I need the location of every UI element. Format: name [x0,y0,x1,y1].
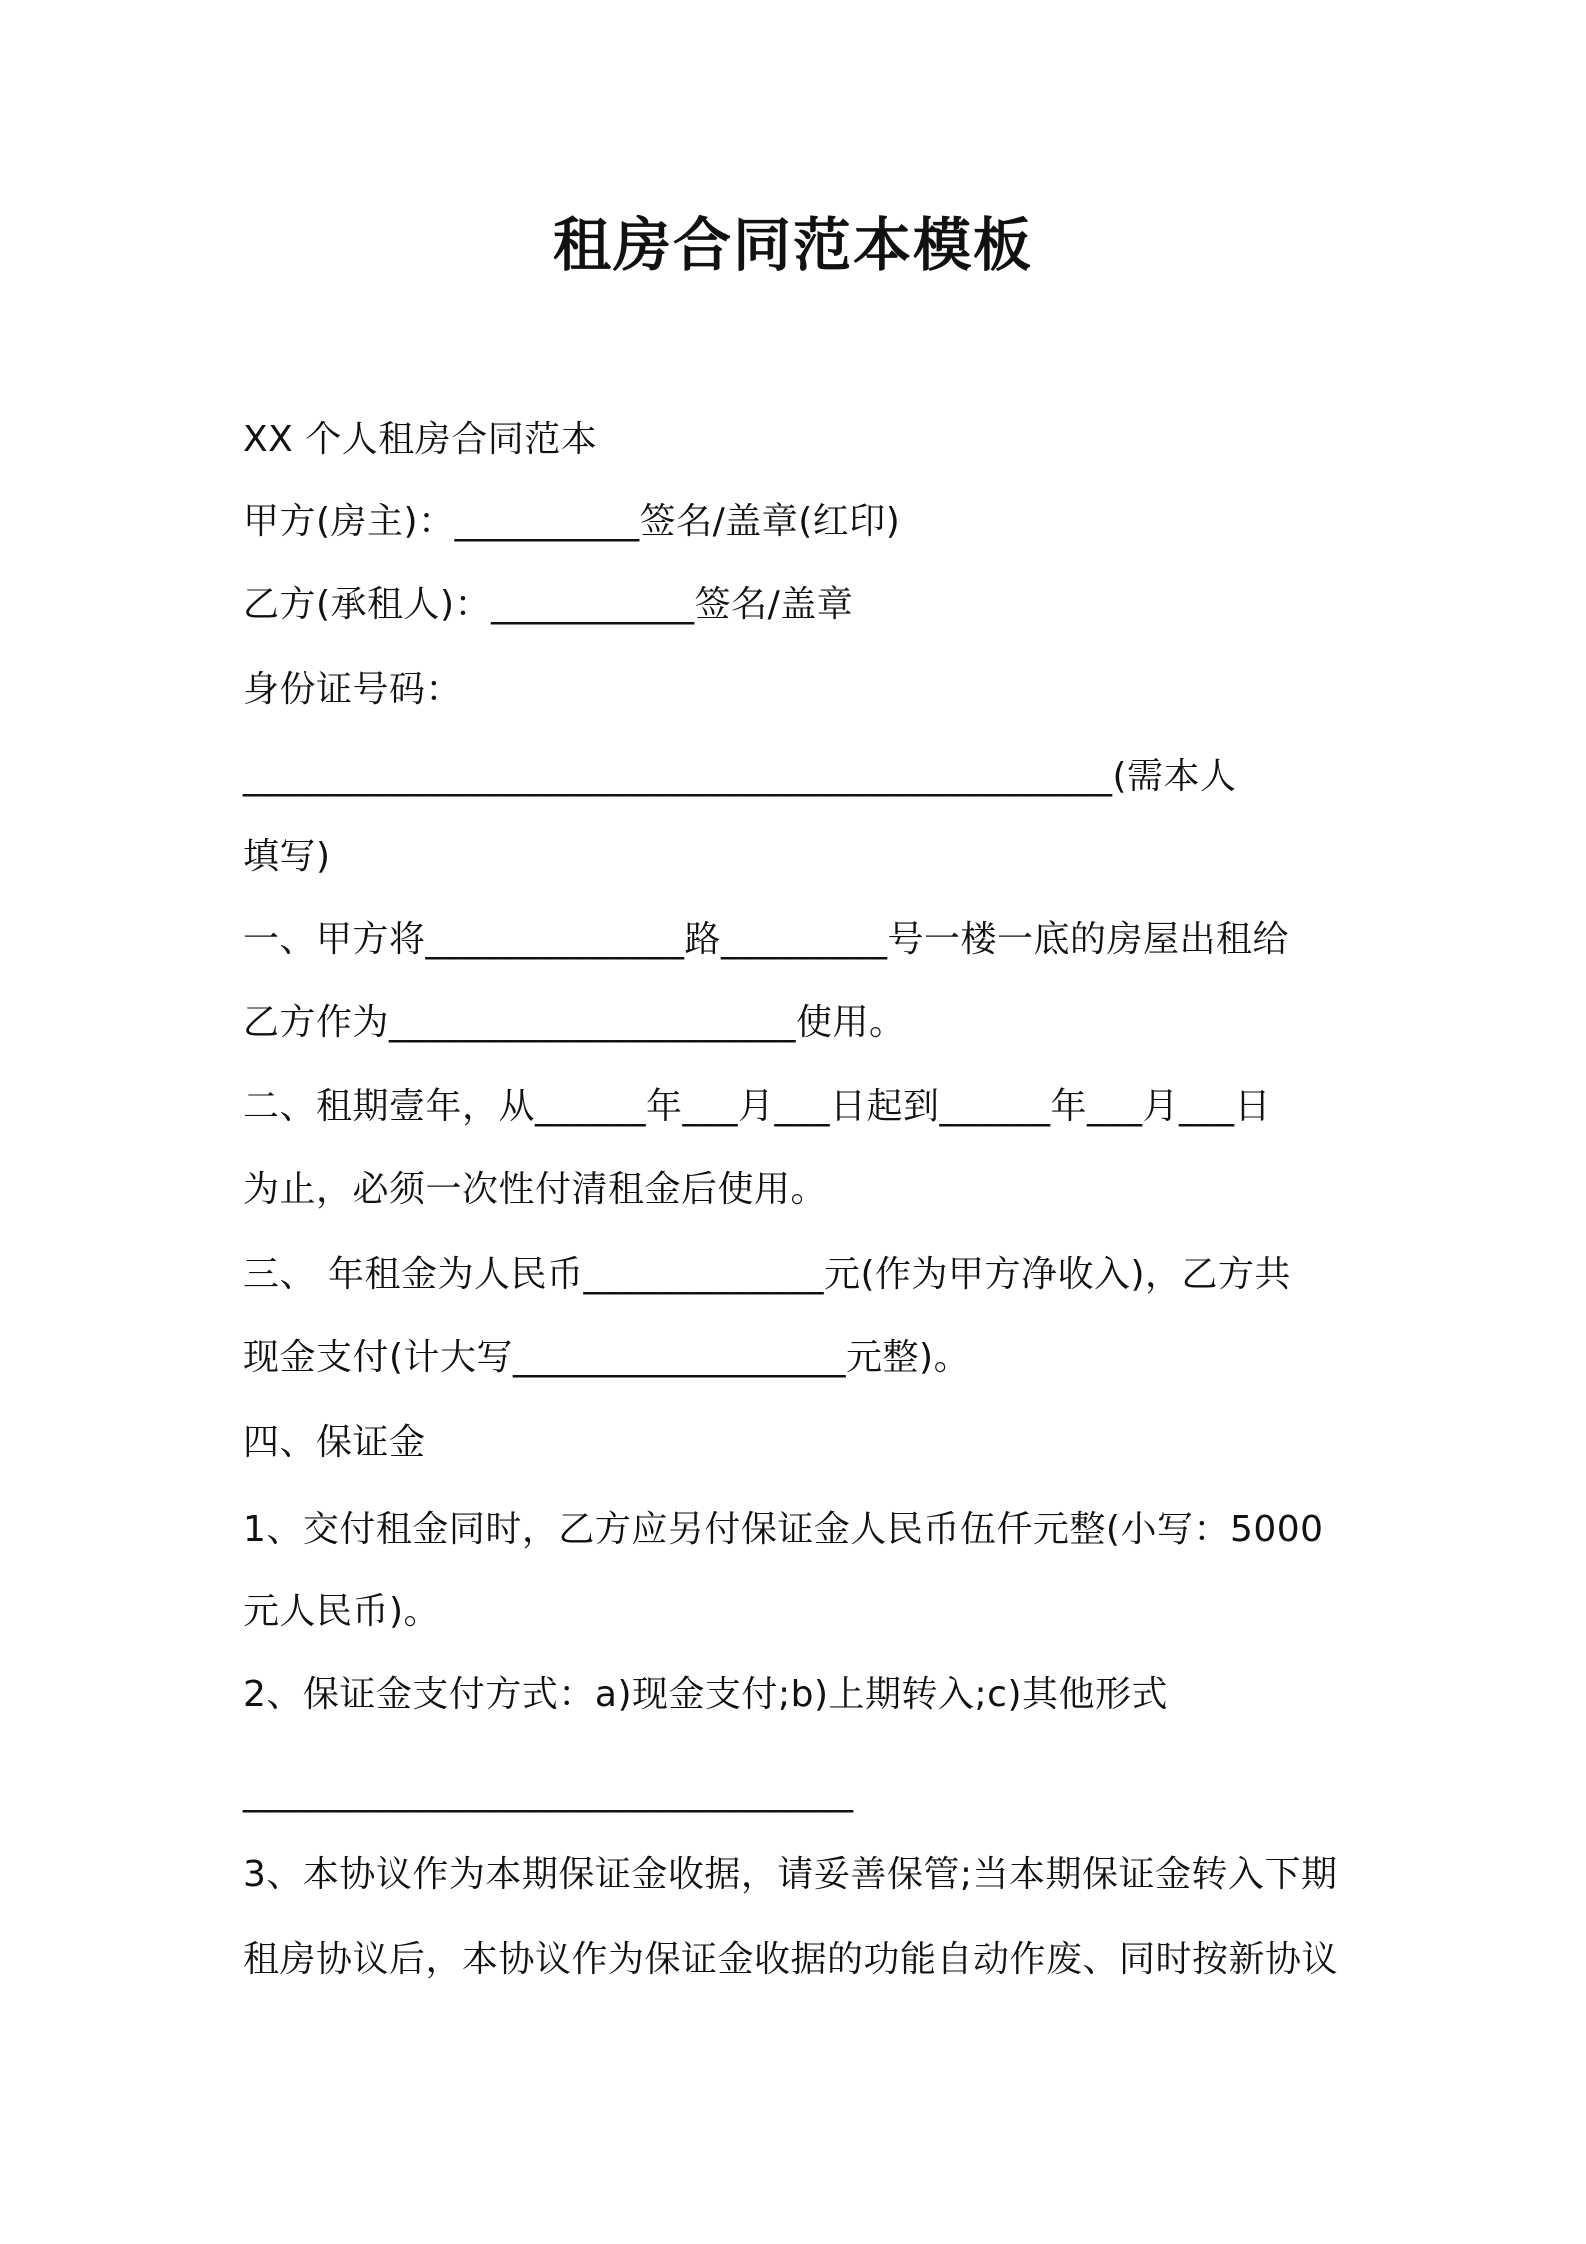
id-number-blank-line: _______________________________________________(需本人 [243,756,1237,797]
clause-2-line-2: 为止，必须一次性付清租金后使用。 [243,1169,828,1210]
id-number-note: 填写) [243,836,331,877]
contract-subtitle: XX 个人租房合同范本 [243,419,598,460]
clause-1-line-2: 乙方作为______________________使用。 [243,1002,906,1043]
clause-1-line-1: 一、甲方将______________路_________号一楼一底的房屋出租给 [243,919,1290,960]
clause-4-heading: 四、保证金 [243,1422,426,1463]
clause-3-line-1: 三、 年租金为人民币_____________元(作为甲方净收入)，乙方共 [243,1254,1292,1295]
deposit-item-1-line-1: 1、交付租金同时，乙方应另付保证金人民币伍仟元整(小写：5000 [243,1509,1324,1550]
deposit-item-1-line-2: 元人民币)。 [243,1591,441,1632]
party-b-line: 乙方(承租人)：___________签名/盖章 [243,584,854,625]
document-title: 租房合同范本模板 [552,211,1033,279]
clause-2-line-1: 二、租期壹年，从______年___月___日起到______年___月___日 [243,1086,1272,1127]
deposit-item-2-blank: _________________________________ [243,1772,854,1813]
party-a-line: 甲方(房主)：__________签名/盖章(红印) [243,501,901,542]
deposit-item-3-line-2: 租房协议后，本协议作为保证金收据的功能自动作废、同时按新协议 [243,1939,1339,1980]
id-number-label: 身份证号码： [243,669,463,710]
deposit-item-3-line-1: 3、本协议作为本期保证金收据，请妥善保管;当本期保证金转入下期 [243,1854,1338,1895]
deposit-item-2: 2、保证金支付方式：a)现金支付;b)上期转入;c)其他形式 [243,1674,1169,1715]
clause-3-line-2: 现金支付(计大写__________________元整)。 [243,1337,971,1378]
